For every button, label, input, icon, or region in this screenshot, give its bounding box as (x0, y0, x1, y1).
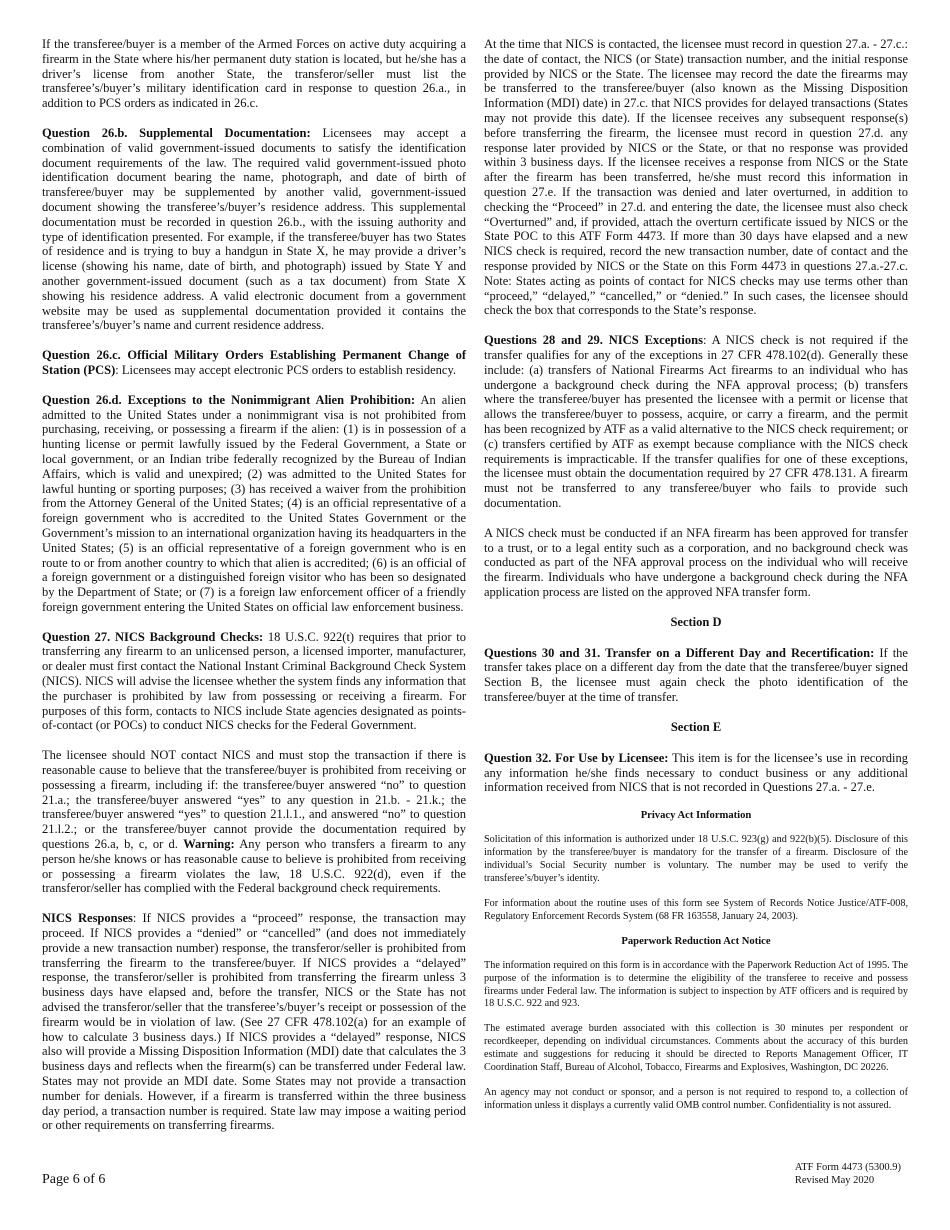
page-number: Page 6 of 6 (42, 1172, 106, 1187)
nics-contact-paragraph: At the time that NICS is contacted, the licensee must record in question 27.a. - 27.c.: the date of contact, the NICS (or State) transaction number, and the initial response provided by NICS or the State. The licensee may record the date the firearms may be transferred to the transferee/buyer (also known as the Missing Disposition Information (MDI) date) in 27.c. that NICS provides for delayed transactions (States may not provide this date). If the licensee receives any subsequent response(s) before transferring the firearm, the licensee must record in question 27.d. any response later provided by NICS or the State, or that no response was provided within 3 business days. If the licensee receives a response from NICS or the State after the firearm has been transferred, he/she must record this information in question 27.e. If the transaction was denied and later overturned, in addition to checking the “Proceed” in 27.d. and entering the date, the licensee must also check “Overturned” and, if provided, attach the overturn certificate issued by NICS or the State POC to this ATF Form 4473. If more than 30 days have elapsed and a new NICS check is required, record the new transaction number, date of contact and the response provided by NICS or the State on this Form 4473 in questions 27.a.-27.c. Note: States acting as points of contact for NICS checks may use terms other than “proceed,” “delayed,” “cancelled,” or “denied.” In such cases, the licensee should check the box that corresponds to the State’s response. (484, 37, 908, 318)
paperwork-paragraph-1: The information required on this form is in accordance with the Paperwork Reduction Act of 1995. The purpose of the information is to determine the eligibility of the transferee to receive and possess firearms under Federal law. The information is subject to inspection by ATF officers and is required by 18 U.S.C. 922 and 923. (484, 959, 908, 1010)
q30-paragraph: Questions 30 and 31. Transfer on a Different Day and Recertification: If the transfer takes place on a different day from the date that the transferee/buyer signed Section B, the licensee must again check the photo identification of the transferee/buyer at the time of transfer. (484, 645, 908, 705)
q27-heading: Question 27. NICS Background Checks: (42, 629, 264, 644)
right-column (484, 37, 908, 1125)
nics-responses-heading: NICS Responses (42, 911, 133, 926)
q26c-paragraph: Question 26.c. Official Military Orders Establishing Permanent Change of Station (PCS): Licensees may accept electronic PCS orders to establish residency. (42, 348, 466, 377)
paperwork-heading: Paperwork Reduction Act Notice (621, 935, 771, 947)
paperwork-paragraph-2: The estimated average burden associated with this collection is 30 minutes per respondent or recordkeeper, depending on individual circumstances. Comments about the accuracy of this burden estimate and suggestions for reducing it should be directed to Reports Management Officer, IT Coordination Staff, Bureau of Alcohol, Tobacco, Firearms and Explosives, Washington, DC 20226. (484, 1023, 908, 1074)
q26d-paragraph: Question 26.d. Exceptions to the Nonimmigrant Alien Prohibition: An alien admitted to the United States under a nonimmigrant visa is not prohibited from purchasing, receiving, or possessing a firearm if the alien: (1) is in possession of a hunting license or permit lawfully issued by the Federal Government, a State or local government, or an Indian tribe federally recognized by the Bureau of Indian Affairs, which is valid and unexpired; (2) was admitted to the United States for lawful hunting or sporting purposes; (3) has received a waiver from the prohibition from the Attorney General of the United States; (4) is an official representative of a foreign government who is accredited to the United States Government or the Government’s mission to an international organization having its headquarters in the United States; (5) is an official representative of a foreign government who is en route to or from another country to which that alien is accredited; (6) is an official of a foreign government or a distinguished foreign visitor who has been so designated by the Department of State; or (7) is a foreign law enforcement officer of a friendly foreign government entering the United States on official law enforcement business. (42, 392, 466, 614)
q32-paragraph: Question 32. For Use by Licensee: This item is for the licensee’s use in recording any information he/she finds necessary to conduct business or any additional information received from NICS that is not recorded in Questions 27.a. - 27.e. (484, 750, 908, 795)
q26b-heading: Question 26.b. Supplemental Documentation: (42, 125, 311, 140)
q26c-heading: Question 26.c. Official Military Orders Establishing Permanent Change of Station (PCS) (42, 348, 466, 377)
revision-date: Revised May 2020 (794, 1175, 875, 1186)
armed-forces-paragraph: If the transferee/buyer is a member of the Armed Forces on active duty acquiring a firearm in the State where his/her permanent duty station is located, but he/she has a driver’s license from another State, the transferor/seller must list the transferee’s/buyer’s military identification card in response to question 26.a., in addition to PCS orders as indicated in 26.c. (42, 37, 466, 111)
q26d-heading: Question 26.d. Exceptions to the Nonimmigrant Alien Prohibition: (42, 392, 416, 407)
form-number: ATF Form 4473 (5300.9) (794, 1162, 901, 1173)
section-e-heading: Section E (670, 719, 722, 734)
paperwork-paragraph-3: An agency may not conduct or sponsor, and a person is not required to respond to, a collection of information unless it displays a currently valid OMB control number. Confidentiality is not assured. (484, 1086, 908, 1111)
nics-responses-paragraph: NICS Responses: If NICS provides a “proceed” response, the transaction may proceed. If NICS provides a “denied” or “cancelled” (and does not immediately provide a new transaction number) response, the transferor/seller is prohibited from transferring the firearm to the transferee/buyer. If NICS provides a “delayed” response, the transferor/seller is prohibited from transferring the firearm unless 3 business days have elapsed and, before the transfer, NICS or the State has not advised the transferor/seller that the transferee’s/buyer’s receipt or possession of the firearm would be in violation of law. (See 27 CFR 478.102(a) for an example of how to calculate 3 business days.) If NICS provides a “delayed” response, NICS also will provide a Missing Disposition Information (MDI) date that calculates the 3 business days and reflects when the firearm(s) can be transferred under Federal law. States may not provide an MDI date. Some States may not provide a transaction number for denials. However, if a firearm is transferred within the three business day period, a transaction number is required. State law may impose a waiting period or other requirements on transferring firearms. (42, 911, 466, 1133)
form-identifier (795, 1161, 901, 1187)
q26b-paragraph: Question 26.b. Supplemental Documentation: Licensees may accept a combination of valid government-issued documents to satisfy the identification document requirements of the law. The required valid government-issued photo identification document bearing the name, photograph, and date of birth of transferee/buyer may be supplemented by another valid, government-issued document showing the transferee’s/buyer’s residence address. This supplemental documentation must be recorded in question 26.b., with the issuing authority and type of identification presented. For example, if the transferee/buyer has two States of residence and is trying to buy a handgun in State X, he may provide a driver’s license (showing his name, date of birth, and photograph) issued by State Y and another government-issued document (such as a tax document) from State X showing his residence address. A valid electronic document from a government website may be used as supplemental documentation provided it contains the transferee’s/buyer’s name and current residence address. (42, 125, 467, 333)
q28-paragraph: Questions 28 and 29. NICS Exceptions: A NICS check is not required if the transfer qualifies for any of the exceptions in 27 CFR 478.102(d). Generally these include: (a) transfers of National Firearms Act firearms to an individual who has undergone a background check during the NFA approval process; (b) transfers where the transferee/buyer has presented the licensee with a permit or license that allows the transferee/buyer to possess, acquire, or carry a firearm, and the permit has been recognized by ATF as a valid alternative to the NICS check requirement; or (c) transfers certified by ATF as exempt because compliance with the NICS check requirements is impracticable. If the transfer qualifies for one of these exceptions, the licensee must obtain the documentation required by 27 CFR 478.131. A firearm must not be transferred to any transferee/buyer who fails to provide such documentation. (484, 333, 908, 510)
q32-heading: Question 32. For Use by Licensee: (484, 750, 669, 765)
q30-heading: Questions 30 and 31. Transfer on a Different Day and Recertification: (484, 645, 875, 660)
warning-label: Warning: (183, 837, 235, 852)
section-d-heading: Section D (670, 614, 722, 629)
privacy-paragraph-2: For information about the routine uses of this form see System of Records Notice Justice/ATF-008, Regulatory Enforcement Records System (68 FR 163558, January 24, 2003). (484, 897, 908, 922)
stop-transaction-paragraph: The licensee should NOT contact NICS and must stop the transaction if there is reasonable cause to believe that the transferee/buyer is prohibited from receiving or possessing a firearm, including if: the transferee/buyer answered “no” to question 21.a.; the transferee/buyer answered “yes” to any question in 21.b. - 21.k.; the transferee/buyer answered “yes” to question 21.l.1., and answered “no” to question 21.l.2.; or the transferee/buyer cannot provide the documentation required by questions 26.a, b, c, or d. Warning: Any person who transfers a firearm to any person he/she knows or has reasonable cause to believe is prohibited from receiving or possessing a firearm violates the law, 18 U.S.C. 922(d), even if the transferor/seller has complied with the Federal background check requirements. (42, 748, 466, 896)
nfa-paragraph: A NICS check must be conducted if an NFA firearm has been approved for transfer to a trust, or to a legal entity such as a corporation, and no background check was conducted as part of the NFA approval process on the individual who will receive the firearm. Individuals who have undergone a background check during the NFA application process are listed on the approved NFA transfer form. (484, 525, 908, 599)
privacy-paragraph-1: Solicitation of this information is authorized under 18 U.S.C. 923(g) and 922(b)(5). Disclosure of this information by the transferee/buyer is mandatory for the transfer of a firearm. Disclosure of the individual’s Social Security number is voluntary. The number may be used to verify the transferee’s/buyer’s identity. (484, 834, 908, 884)
left-column (42, 37, 466, 1148)
privacy-act-heading: Privacy Act Information (640, 810, 752, 822)
q28-heading: Questions 28 and 29. NICS Exceptions (484, 333, 703, 348)
q27-paragraph: Question 27. NICS Background Checks: 18 U.S.C. 922(t) requires that prior to transferring any firearm to an unlicensed person, a licensed importer, manufacturer, or dealer must first contact the National Instant Criminal Background Check System (NICS). NICS will advise the licensee whether the system finds any information that the purchaser is prohibited by law from possessing or receiving a firearm. For purposes of this form, contacts to NICS include State agencies designated as points-of-contact (or POCs) to conduct NICS checks for the Federal Government. (42, 629, 467, 733)
